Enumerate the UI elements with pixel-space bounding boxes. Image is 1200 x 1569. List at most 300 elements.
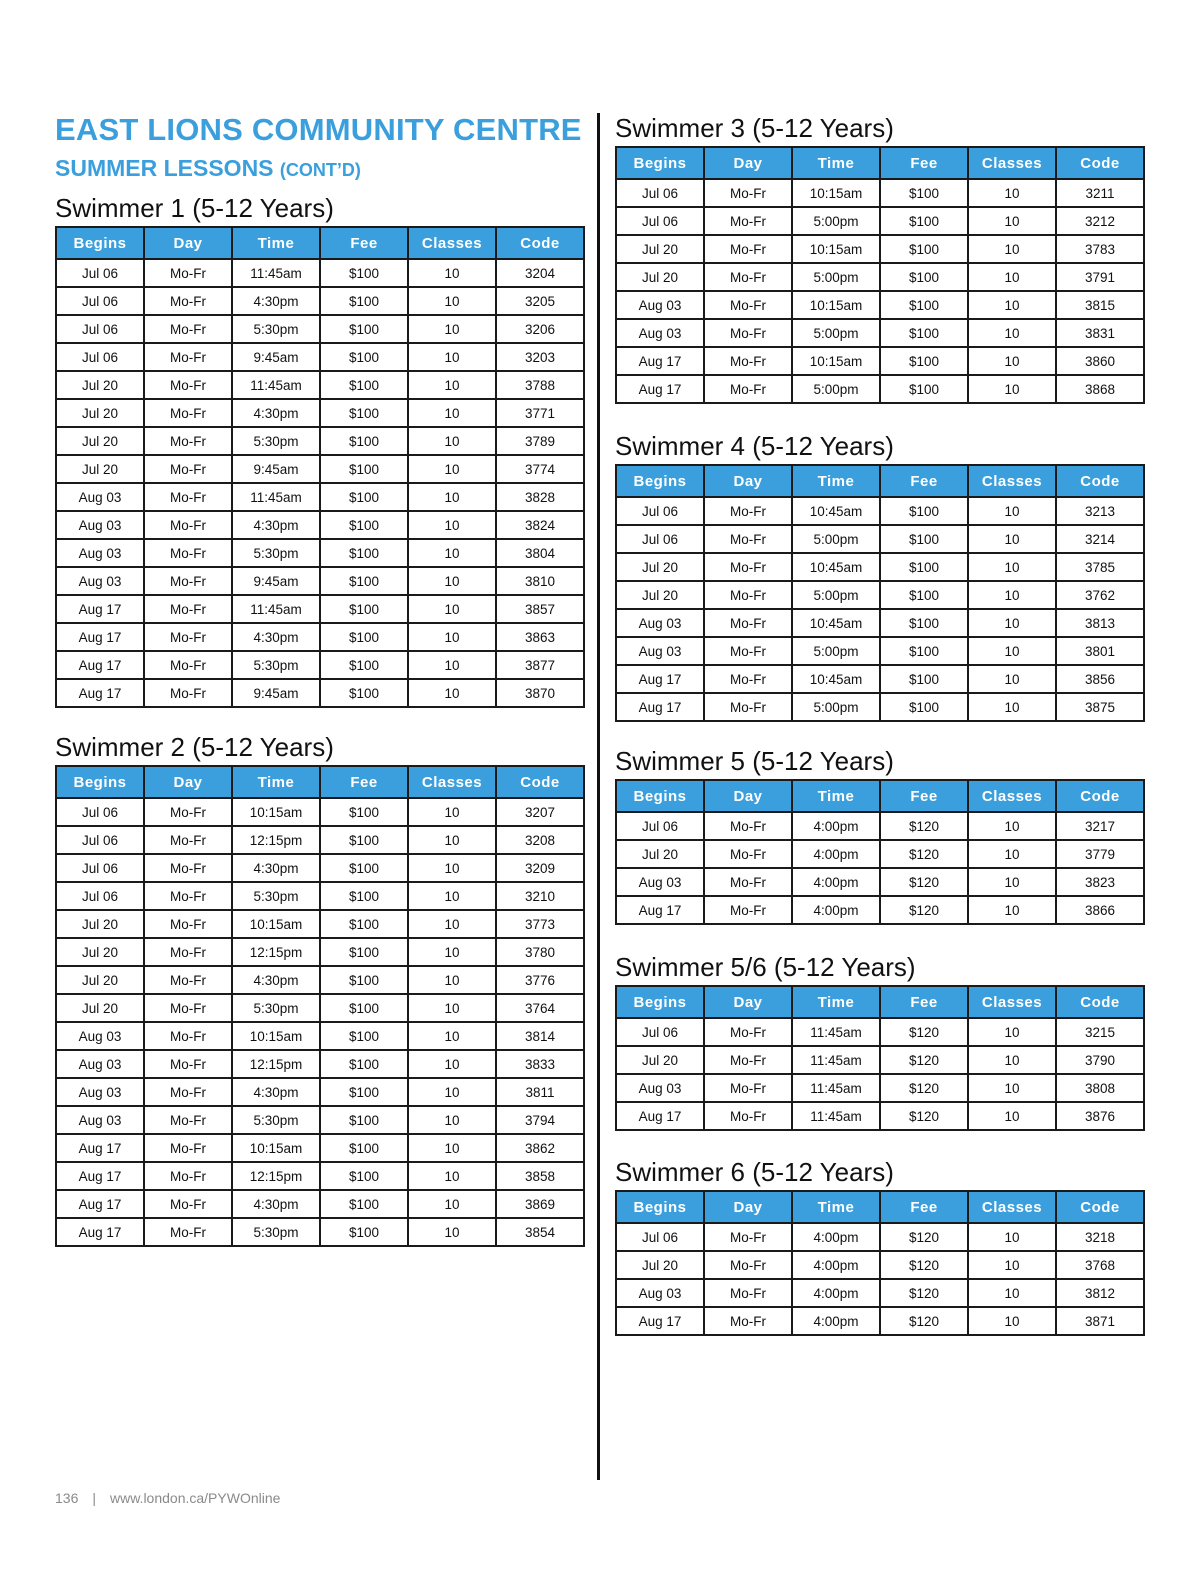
table-header-row <box>616 147 1144 179</box>
column-header: Begins <box>616 465 704 497</box>
column-header: Day <box>704 780 792 812</box>
section-swimmer-5 <box>615 743 1145 925</box>
table-cell: Mo-Fr <box>704 179 792 207</box>
column-header: Day <box>704 465 792 497</box>
table-cell: 3801 <box>1056 637 1144 665</box>
table-cell: $100 <box>320 1050 408 1078</box>
table-cell: $120 <box>880 1223 968 1251</box>
table-cell: 10 <box>968 1307 1056 1335</box>
column-header: Classes <box>968 1191 1056 1223</box>
table-cell: 3856 <box>1056 665 1144 693</box>
table-cell: 3812 <box>1056 1279 1144 1307</box>
table-header-row <box>616 780 1144 812</box>
table-cell: 3790 <box>1056 1046 1144 1074</box>
table-cell: 3774 <box>496 455 584 483</box>
table-cell: $100 <box>880 665 968 693</box>
table-cell: 3810 <box>496 567 584 595</box>
table-row <box>616 1223 1144 1251</box>
table-cell: $100 <box>320 826 408 854</box>
table-cell: Aug 17 <box>56 1218 144 1246</box>
table-cell: Mo-Fr <box>144 287 232 315</box>
table-cell: 3203 <box>496 343 584 371</box>
table-cell: 3783 <box>1056 235 1144 263</box>
table-cell: $100 <box>320 483 408 511</box>
page-subtitle <box>55 155 361 182</box>
table-cell: Mo-Fr <box>144 371 232 399</box>
column-header: Classes <box>408 227 496 259</box>
column-header: Fee <box>880 1191 968 1223</box>
table-cell: 9:45am <box>232 567 320 595</box>
column-header: Classes <box>968 465 1056 497</box>
table-cell: Jul 20 <box>56 399 144 427</box>
table-cell: 11:45am <box>232 259 320 287</box>
table-cell: 4:00pm <box>792 840 880 868</box>
table-cell: 3789 <box>496 427 584 455</box>
table-cell: 10 <box>408 287 496 315</box>
table-cell: Jul 06 <box>56 854 144 882</box>
table-cell: Aug 17 <box>56 1162 144 1190</box>
table-cell: Mo-Fr <box>704 497 792 525</box>
table-cell: 3764 <box>496 994 584 1022</box>
table-cell: 10 <box>408 343 496 371</box>
section-title: Swimmer 5 (5-12 Years) <box>615 746 894 776</box>
table-cell: $100 <box>320 315 408 343</box>
table-cell: Mo-Fr <box>144 1218 232 1246</box>
table-cell: 10:15am <box>792 347 880 375</box>
table-cell: 10 <box>408 567 496 595</box>
column-header: Day <box>704 986 792 1018</box>
table-cell: $100 <box>320 679 408 707</box>
table-cell: $100 <box>880 263 968 291</box>
table-cell: Aug 17 <box>56 623 144 651</box>
table-cell: $120 <box>880 1102 968 1130</box>
table-cell: Aug 17 <box>56 679 144 707</box>
section-title: Swimmer 3 (5-12 Years) <box>615 113 894 143</box>
table-cell: Mo-Fr <box>704 1046 792 1074</box>
table-cell: Aug 03 <box>56 1106 144 1134</box>
table-cell: Mo-Fr <box>704 1307 792 1335</box>
table-row <box>616 207 1144 235</box>
table-cell: Aug 03 <box>56 539 144 567</box>
table-cell: 4:00pm <box>792 868 880 896</box>
table-cell: 10 <box>408 455 496 483</box>
table-cell: 10 <box>968 1251 1056 1279</box>
table-row <box>616 263 1144 291</box>
table-cell: 10 <box>408 938 496 966</box>
table-cell: 10:45am <box>792 497 880 525</box>
table-cell: Jul 06 <box>616 207 704 235</box>
table-row <box>56 1162 584 1190</box>
table-cell: Mo-Fr <box>144 259 232 287</box>
table-cell: Aug 03 <box>616 319 704 347</box>
table-cell: Mo-Fr <box>704 291 792 319</box>
table-cell: Jul 06 <box>616 1018 704 1046</box>
table-cell: 4:30pm <box>232 966 320 994</box>
table-cell: Mo-Fr <box>144 938 232 966</box>
column-header: Begins <box>616 986 704 1018</box>
footer-separator: | <box>92 1490 96 1506</box>
table-cell: 3868 <box>1056 375 1144 403</box>
table-cell: 10 <box>968 319 1056 347</box>
table-cell: Aug 03 <box>56 483 144 511</box>
table-cell: 10 <box>968 812 1056 840</box>
table-cell: Jul 20 <box>56 938 144 966</box>
table-cell: 3823 <box>1056 868 1144 896</box>
table-cell: 10 <box>968 525 1056 553</box>
table-row <box>56 595 584 623</box>
table-cell: Aug 03 <box>616 609 704 637</box>
table-cell: Aug 17 <box>616 1102 704 1130</box>
section-swimmer-6 <box>615 1154 1145 1336</box>
table-cell: Aug 03 <box>56 567 144 595</box>
column-header: Fee <box>880 147 968 179</box>
table-cell: 10 <box>408 371 496 399</box>
table-cell: 3794 <box>496 1106 584 1134</box>
table-row <box>616 637 1144 665</box>
table-cell: Mo-Fr <box>144 623 232 651</box>
table-cell: 10:45am <box>792 665 880 693</box>
table-cell: Mo-Fr <box>144 826 232 854</box>
section-swimmer-1 <box>55 190 585 708</box>
column-header: Begins <box>56 227 144 259</box>
page-footer <box>55 1490 280 1506</box>
table-row <box>56 399 584 427</box>
table-cell: 5:30pm <box>232 315 320 343</box>
section-title: Swimmer 1 (5-12 Years) <box>55 193 334 223</box>
table-cell: Mo-Fr <box>704 553 792 581</box>
column-header: Begins <box>616 1191 704 1223</box>
table-cell: 10 <box>408 315 496 343</box>
table-cell: Jul 06 <box>56 287 144 315</box>
table-cell: 10 <box>408 623 496 651</box>
table-cell: Jul 20 <box>616 840 704 868</box>
table-cell: Mo-Fr <box>704 581 792 609</box>
table-cell: 10 <box>408 511 496 539</box>
table-cell: 10 <box>968 553 1056 581</box>
table-cell: $100 <box>880 207 968 235</box>
table-cell: 10 <box>408 679 496 707</box>
table-row <box>56 371 584 399</box>
table-row <box>56 966 584 994</box>
table-cell: Mo-Fr <box>704 1279 792 1307</box>
table-cell: $100 <box>880 291 968 319</box>
table-cell: Jul 20 <box>616 581 704 609</box>
table-cell: 3215 <box>1056 1018 1144 1046</box>
table-cell: Aug 17 <box>56 1134 144 1162</box>
table-cell: Mo-Fr <box>704 207 792 235</box>
table-cell: $100 <box>320 371 408 399</box>
table-row <box>616 840 1144 868</box>
table-cell: $100 <box>880 375 968 403</box>
table-cell: $120 <box>880 1307 968 1335</box>
table-cell: 5:30pm <box>232 1218 320 1246</box>
table-cell: 5:00pm <box>792 207 880 235</box>
table-cell: 10 <box>968 1102 1056 1130</box>
table-cell: $120 <box>880 1046 968 1074</box>
table-cell: 12:15pm <box>232 938 320 966</box>
table-cell: $120 <box>880 1074 968 1102</box>
table-cell: Mo-Fr <box>704 319 792 347</box>
table-cell: $120 <box>880 840 968 868</box>
table-cell: Aug 03 <box>56 1050 144 1078</box>
table-row <box>56 910 584 938</box>
table-cell: Aug 03 <box>56 1022 144 1050</box>
table-row <box>56 511 584 539</box>
table-cell: $100 <box>880 179 968 207</box>
table-cell: Aug 03 <box>616 1279 704 1307</box>
table-cell: Aug 17 <box>56 1190 144 1218</box>
table-cell: Mo-Fr <box>704 1251 792 1279</box>
column-header: Begins <box>56 766 144 798</box>
table-cell: Aug 17 <box>616 693 704 721</box>
table-cell: 3857 <box>496 595 584 623</box>
table-cell: 10 <box>968 665 1056 693</box>
section-swimmer-3 <box>615 110 1145 404</box>
schedule-table <box>615 464 1145 722</box>
table-header-row <box>56 227 584 259</box>
table-cell: 4:00pm <box>792 1251 880 1279</box>
table-row <box>56 826 584 854</box>
table-cell: 11:45am <box>232 371 320 399</box>
table-row <box>616 1307 1144 1335</box>
table-cell: 3205 <box>496 287 584 315</box>
table-cell: 10 <box>408 826 496 854</box>
table-cell: 3210 <box>496 882 584 910</box>
table-cell: Mo-Fr <box>144 511 232 539</box>
table-cell: 10 <box>968 347 1056 375</box>
table-row <box>56 287 584 315</box>
column-header: Time <box>792 986 880 1018</box>
table-cell: Jul 20 <box>616 263 704 291</box>
table-cell: $100 <box>320 1162 408 1190</box>
table-cell: $100 <box>320 1022 408 1050</box>
section-swimmer-4 <box>615 428 1145 722</box>
table-cell: Jul 06 <box>616 497 704 525</box>
table-row <box>616 525 1144 553</box>
table-cell: 3212 <box>1056 207 1144 235</box>
table-cell: 3771 <box>496 399 584 427</box>
table-cell: 3862 <box>496 1134 584 1162</box>
column-header: Code <box>1056 986 1144 1018</box>
table-cell: Mo-Fr <box>144 399 232 427</box>
table-cell: Jul 20 <box>56 966 144 994</box>
table-row <box>616 812 1144 840</box>
table-row <box>616 868 1144 896</box>
table-cell: 10 <box>968 1018 1056 1046</box>
table-cell: $100 <box>320 287 408 315</box>
table-cell: 10 <box>968 693 1056 721</box>
table-cell: Jul 06 <box>56 315 144 343</box>
table-row <box>616 497 1144 525</box>
table-cell: $120 <box>880 896 968 924</box>
table-cell: Aug 17 <box>616 347 704 375</box>
table-cell: 10 <box>408 1134 496 1162</box>
column-header: Time <box>792 465 880 497</box>
table-cell: Mo-Fr <box>704 1018 792 1046</box>
table-cell: 3860 <box>1056 347 1144 375</box>
table-cell: Mo-Fr <box>704 525 792 553</box>
table-cell: $100 <box>880 581 968 609</box>
table-cell: 3877 <box>496 651 584 679</box>
table-cell: 10:15am <box>792 291 880 319</box>
table-cell: 10 <box>408 1162 496 1190</box>
table-cell: 3833 <box>496 1050 584 1078</box>
table-cell: $100 <box>320 455 408 483</box>
table-cell: 10 <box>968 263 1056 291</box>
column-header: Fee <box>320 227 408 259</box>
schedule-table <box>55 765 585 1247</box>
section-swimmer-2 <box>55 729 585 1247</box>
table-cell: 10:15am <box>792 235 880 263</box>
table-cell: $100 <box>320 938 408 966</box>
table-cell: 10 <box>968 1279 1056 1307</box>
table-row <box>616 291 1144 319</box>
column-header: Fee <box>880 986 968 1018</box>
table-cell: 9:45am <box>232 343 320 371</box>
table-row <box>56 1078 584 1106</box>
table-cell: 10:15am <box>232 910 320 938</box>
table-row <box>56 798 584 826</box>
table-cell: Aug 17 <box>56 651 144 679</box>
table-cell: 10 <box>408 994 496 1022</box>
table-cell: 3779 <box>1056 840 1144 868</box>
table-cell: Mo-Fr <box>144 567 232 595</box>
table-cell: Jul 06 <box>616 1223 704 1251</box>
table-cell: 10 <box>968 609 1056 637</box>
section-title: Swimmer 5/6 (5-12 Years) <box>615 952 916 982</box>
schedule-table <box>615 146 1145 404</box>
table-cell: Mo-Fr <box>704 347 792 375</box>
table-row <box>56 882 584 910</box>
table-cell: Aug 17 <box>616 1307 704 1335</box>
table-cell: Jul 06 <box>56 259 144 287</box>
table-cell: $100 <box>320 966 408 994</box>
column-header: Day <box>704 147 792 179</box>
table-cell: 9:45am <box>232 679 320 707</box>
column-header: Begins <box>616 780 704 812</box>
table-cell: Jul 06 <box>56 826 144 854</box>
table-cell: $120 <box>880 1251 968 1279</box>
table-row <box>56 455 584 483</box>
table-cell: 10 <box>968 179 1056 207</box>
table-cell: $120 <box>880 868 968 896</box>
table-cell: 12:15pm <box>232 1050 320 1078</box>
table-cell: Mo-Fr <box>144 1022 232 1050</box>
table-cell: 10 <box>408 399 496 427</box>
table-cell: Jul 20 <box>56 994 144 1022</box>
table-row <box>616 235 1144 263</box>
column-header: Fee <box>320 766 408 798</box>
table-cell: $100 <box>880 525 968 553</box>
table-cell: 3204 <box>496 259 584 287</box>
table-cell: 11:45am <box>792 1018 880 1046</box>
table-row <box>56 1106 584 1134</box>
table-cell: 10 <box>968 1046 1056 1074</box>
table-cell: 10 <box>968 581 1056 609</box>
table-row <box>56 567 584 595</box>
table-row <box>616 1018 1144 1046</box>
table-cell: Mo-Fr <box>704 609 792 637</box>
table-row <box>56 1190 584 1218</box>
table-row <box>616 665 1144 693</box>
table-cell: 3869 <box>496 1190 584 1218</box>
table-cell: Aug 03 <box>616 291 704 319</box>
table-row <box>56 259 584 287</box>
table-cell: 3866 <box>1056 896 1144 924</box>
table-row <box>56 427 584 455</box>
table-header-row <box>616 465 1144 497</box>
table-cell: 10:45am <box>792 609 880 637</box>
table-cell: Jul 20 <box>56 910 144 938</box>
table-cell: $100 <box>320 343 408 371</box>
table-cell: 5:30pm <box>232 651 320 679</box>
column-header: Classes <box>968 780 1056 812</box>
table-cell: Mo-Fr <box>144 595 232 623</box>
table-cell: Mo-Fr <box>144 651 232 679</box>
table-cell: 10 <box>968 207 1056 235</box>
column-header: Code <box>1056 1191 1144 1223</box>
table-cell: 3791 <box>1056 263 1144 291</box>
table-row <box>616 1251 1144 1279</box>
table-row <box>616 896 1144 924</box>
table-row <box>616 1279 1144 1307</box>
table-row <box>616 553 1144 581</box>
table-cell: $100 <box>320 567 408 595</box>
table-cell: 10 <box>408 798 496 826</box>
table-cell: Mo-Fr <box>704 665 792 693</box>
table-cell: 4:30pm <box>232 399 320 427</box>
table-row <box>616 1074 1144 1102</box>
table-row <box>56 483 584 511</box>
table-cell: Aug 03 <box>616 1074 704 1102</box>
column-divider <box>597 113 600 1480</box>
table-cell: $100 <box>320 427 408 455</box>
table-cell: Mo-Fr <box>144 455 232 483</box>
table-cell: 10 <box>408 910 496 938</box>
table-cell: Mo-Fr <box>704 693 792 721</box>
section-title: Swimmer 4 (5-12 Years) <box>615 431 894 461</box>
table-cell: 4:00pm <box>792 1307 880 1335</box>
table-cell: 5:30pm <box>232 539 320 567</box>
table-cell: Mo-Fr <box>144 1078 232 1106</box>
table-cell: $100 <box>320 651 408 679</box>
table-cell: $100 <box>320 798 408 826</box>
table-cell: Jul 20 <box>616 553 704 581</box>
table-cell: $100 <box>320 994 408 1022</box>
table-cell: 3780 <box>496 938 584 966</box>
table-row <box>616 609 1144 637</box>
table-cell: 10 <box>968 291 1056 319</box>
column-header: Classes <box>968 986 1056 1018</box>
footer-url[interactable]: www.london.ca/PYWOnline <box>110 1490 281 1506</box>
table-cell: 10:15am <box>232 798 320 826</box>
table-cell: $100 <box>880 319 968 347</box>
table-cell: 3213 <box>1056 497 1144 525</box>
table-cell: Mo-Fr <box>144 1190 232 1218</box>
column-header: Classes <box>408 766 496 798</box>
table-cell: 10 <box>408 1022 496 1050</box>
page-title: EAST LIONS COMMUNITY CENTRE <box>55 112 582 147</box>
column-header: Day <box>144 766 232 798</box>
section-swimmer-5-6 <box>615 949 1145 1131</box>
table-cell: 10 <box>968 896 1056 924</box>
table-cell: 3207 <box>496 798 584 826</box>
table-row <box>56 679 584 707</box>
table-cell: 10 <box>968 497 1056 525</box>
table-cell: 10 <box>408 595 496 623</box>
table-cell: $100 <box>320 259 408 287</box>
table-cell: 3875 <box>1056 693 1144 721</box>
